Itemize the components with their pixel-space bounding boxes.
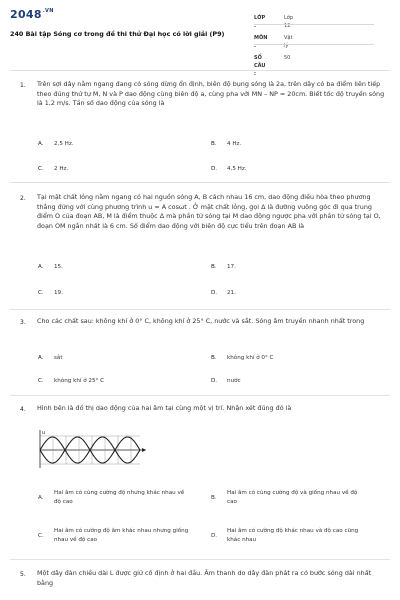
divider bbox=[254, 44, 374, 45]
question-2-option-a[interactable]: A. 15. bbox=[38, 264, 63, 270]
divider bbox=[254, 24, 374, 25]
question-5-number: 5. bbox=[20, 571, 26, 578]
question-3-option-a[interactable]: A. sắt bbox=[38, 355, 63, 361]
page-header bbox=[0, 0, 400, 77]
socau-value: 50 bbox=[284, 55, 291, 61]
divider bbox=[10, 70, 390, 71]
question-1-option-b[interactable]: B. 4 Hz. bbox=[211, 141, 242, 147]
question-4-number: 4. bbox=[20, 406, 26, 413]
question-2-number: 2. bbox=[20, 195, 26, 202]
wave-graph bbox=[36, 428, 148, 474]
graph-u-label: u bbox=[42, 430, 46, 436]
divider bbox=[10, 182, 390, 183]
mon-label: MÔN : bbox=[254, 35, 268, 49]
question-2-option-d[interactable]: D. 21. bbox=[211, 290, 236, 296]
question-3-number: 3. bbox=[20, 319, 26, 326]
socau-label: SỐ CÂU : bbox=[254, 55, 266, 77]
question-1-number: 1. bbox=[20, 82, 26, 89]
question-2-option-c[interactable]: C. 19. bbox=[38, 290, 63, 296]
wave-graph-svg bbox=[36, 428, 148, 470]
question-1-text: Trên sợi dây nằm ngang đang có sóng dừng ổn định, biên độ bụng sóng là 2a, trên dây có ba điểm liên tiếp theo đúng thứ tự M, N và P dao động cùng biên độ a, cùng pha với MN – NP = 20cm. Biết tốc độ truyền sóng là 1,2 m/s. Tần số dao động của sóng là bbox=[37, 80, 385, 108]
question-1-option-c[interactable]: C. 2 Hz. bbox=[38, 166, 69, 172]
site-logo[interactable] bbox=[10, 8, 54, 21]
question-1-option-a[interactable]: A. 2,5 Hz. bbox=[38, 141, 74, 147]
mon-value: Vật lý bbox=[284, 35, 293, 49]
logo-text: 2048 bbox=[10, 8, 42, 21]
lop-value: Lớp 12 bbox=[284, 15, 294, 29]
x-axis-arrow bbox=[142, 448, 146, 452]
page-title: 240 Bài tập Sóng cơ trong đề thi thử Đại học có lời giải (P9) bbox=[10, 30, 225, 38]
question-4-text: Hình bên là đồ thị dao động của hai âm tại cùng một vị trí. Nhận xét đúng đó là bbox=[37, 404, 292, 412]
question-5-text: Một dây đàn chiều dài L được giữ cố định ở hai đầu. Âm thanh do dây đàn phát ra có bước sóng dài nhất bằng bbox=[37, 569, 372, 587]
divider bbox=[10, 559, 390, 560]
question-1-option-d[interactable]: D. 4,5 Hz. bbox=[211, 166, 247, 172]
question-3-option-b[interactable]: B. không khí ở 0° C bbox=[211, 355, 274, 361]
question-3-option-d[interactable]: D. nước bbox=[211, 378, 241, 384]
divider bbox=[10, 309, 390, 310]
question-3-text: Cho các chất sau: không khí ở 0° C, không khí ở 25° C, nước và sắt. Sóng âm truyền nhanh nhất trong bbox=[37, 317, 365, 325]
logo-suffix: .VN bbox=[42, 8, 54, 14]
lop-label: LỚP : bbox=[254, 15, 266, 29]
question-2-option-b[interactable]: B. 17. bbox=[211, 264, 236, 270]
divider bbox=[10, 395, 390, 396]
question-2-text: Tại mặt chất lỏng nằm ngang có hai nguồn sóng A, B cách nhau 16 cm, dao động điều hòa theo phương thẳng đứng với cùng phương trình u = A cosωt . Ở mặt chất lỏng, gọi Δ là đường vuông góc đi qua trung điểm O của đoạn AB, M là điểm thuộc Δ mà phần tử sóng tại M dao động ngược pha với phần tử sóng tại O, đoạn OM ngắn nhất là 6 cm. Số điểm dao động với biên độ cực tiểu trên đoạn AB là bbox=[37, 193, 381, 230]
question-3-option-c[interactable]: C. không khí ở 25° C bbox=[38, 378, 104, 384]
